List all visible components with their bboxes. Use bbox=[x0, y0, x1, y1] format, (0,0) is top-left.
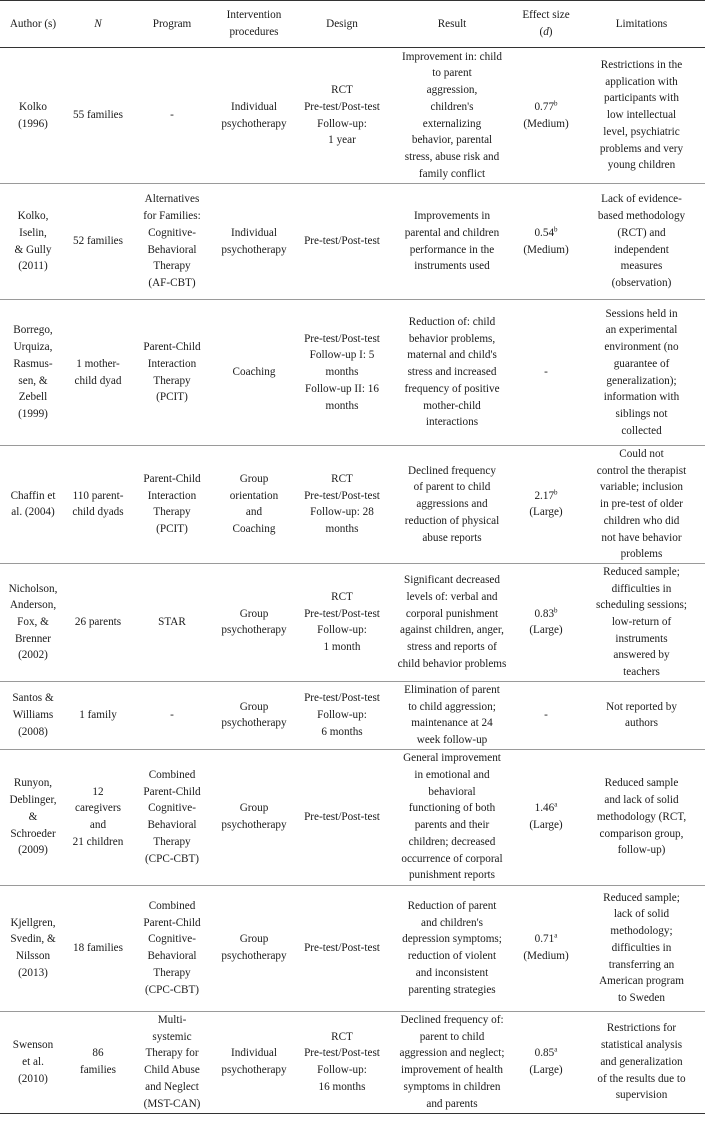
effect-value: 2.17 bbox=[534, 489, 555, 502]
cell-intervention: Group psychotherapy bbox=[221, 607, 287, 637]
cell-limitations: Reduced sample; difficulties in scheduling sessions; low-return of instruments answered by teachers bbox=[595, 565, 688, 679]
cell-result: Declined frequency of: parent to child aggression and neglect; improvement of health symptoms in children and parents bbox=[399, 1014, 505, 1110]
effect-value: 0.54 bbox=[534, 226, 555, 239]
cell-limitations: Sessions held in an experimental environment (no guarantee of generalization); information with siblings not collected bbox=[603, 307, 680, 437]
effect-value: 0.83 bbox=[534, 607, 555, 620]
effect-value: - bbox=[544, 366, 548, 379]
header-intervention: Intervention procedures bbox=[214, 1, 294, 48]
cell-n: 12 caregivers and 21 children bbox=[72, 785, 124, 848]
cell-result: Declined frequency of parent to child aggressions and reduction of physical abuse reports bbox=[404, 464, 500, 544]
cell-n: 1 family bbox=[79, 708, 117, 721]
effect-value: 0.85 bbox=[534, 1047, 555, 1060]
effect-value: 0.71 bbox=[534, 933, 555, 946]
effect-footnote-marker: b bbox=[554, 605, 558, 614]
cell-author: Kjellgren, Svedin, & Nilsson (2013) bbox=[10, 916, 56, 979]
cell-limitations: Restrictions for statistical analysis and generalization of the results due to supervision bbox=[597, 1022, 686, 1102]
cell-design: RCT Pre-test/Post-test Follow-up: 28 months bbox=[304, 473, 380, 536]
cell-design: RCT Pre-test/Post-test Follow-up: 1 year bbox=[304, 84, 380, 147]
cell-result: Reduction of parent and children's depression symptoms; reduction of violent and inconsistent parenting strategies bbox=[402, 900, 502, 996]
cell-effect-size bbox=[514, 300, 578, 446]
cell-program: Multi- systemic Therapy for Child Abuse and Neglect (MST-CAN) bbox=[143, 1014, 201, 1110]
cell-program: - bbox=[170, 109, 174, 122]
cell-effect-size bbox=[514, 184, 578, 300]
cell-program: Combined Parent-Child Cognitive- Behavioral Therapy (CPC-CBT) bbox=[143, 769, 201, 865]
effect-footnote-marker: b bbox=[554, 488, 558, 497]
cell-intervention: Individual psychotherapy bbox=[221, 100, 287, 130]
cell-author: Borrego, Urquiza, Rasmus- sen, & Zebell (1999) bbox=[13, 324, 53, 420]
cell-author: Swenson et al. (2010) bbox=[12, 1039, 54, 1085]
effect-magnitude: (Large) bbox=[529, 624, 563, 637]
effect-value: 0.77 bbox=[534, 100, 555, 113]
cell-design: Pre-test/Post-test bbox=[304, 941, 380, 954]
table-row bbox=[0, 1011, 705, 1113]
cell-design: Pre-test/Post-test bbox=[304, 810, 380, 823]
cell-result: Reduction of: child behavior problems, maternal and child's stress and increased frequency of positive mother-child interactions bbox=[404, 316, 500, 429]
cell-intervention: Group orientation and Coaching bbox=[229, 473, 279, 536]
cell-effect-size bbox=[514, 446, 578, 564]
cell-result: General improvement in emotional and behavioral functioning of both parents and their children; decreased occurrence of corporal punishment reports bbox=[401, 752, 503, 882]
cell-effect-size bbox=[514, 681, 578, 749]
table-row bbox=[0, 446, 705, 564]
cell-author: Chaffin et al. (2004) bbox=[10, 489, 56, 519]
cell-author: Kolko, Iselin, & Gully (2011) bbox=[14, 210, 52, 273]
table-row bbox=[0, 681, 705, 749]
cell-limitations: Could not control the therapist variable; inclusion in pre-test of older children who did not have behavior problems bbox=[596, 448, 687, 561]
cell-program: Combined Parent-Child Cognitive- Behavioral Therapy (CPC-CBT) bbox=[143, 900, 201, 996]
cell-result: Significant decreased levels of: verbal and corporal punishment against children, anger, stress and reports of child behavior problems bbox=[397, 574, 507, 670]
cell-design: RCT Pre-test/Post-test Follow-up: 1 month bbox=[304, 590, 380, 654]
effect-magnitude: (Large) bbox=[529, 819, 563, 832]
effect-footnote-marker: a bbox=[554, 1045, 558, 1054]
table-row bbox=[0, 563, 705, 681]
effect-magnitude: (Medium) bbox=[523, 243, 569, 256]
table-body bbox=[0, 48, 705, 1114]
cell-n: 26 parents bbox=[74, 616, 122, 629]
cell-limitations: Reduced sample; lack of solid methodology; difficulties in transferring an American program to Sweden bbox=[599, 891, 684, 1004]
header-effect-size-label: Effect size bbox=[522, 9, 570, 22]
header-limitations: Limitations bbox=[578, 1, 705, 48]
header-program: Program bbox=[130, 1, 214, 48]
cell-author: Santos & Williams (2008) bbox=[12, 692, 54, 738]
cell-author: Kolko (1996) bbox=[18, 100, 48, 130]
header-author: Author (s) bbox=[0, 1, 66, 48]
cell-design: Pre-test/Post-test Follow-up I: 5 months Follow-up II: 16 months bbox=[304, 332, 380, 412]
table-row bbox=[0, 184, 705, 300]
cell-n: 1 mother- child dyad bbox=[74, 357, 122, 387]
effect-footnote-marker: a bbox=[554, 931, 558, 940]
effect-magnitude: (Medium) bbox=[523, 117, 569, 130]
table-row bbox=[0, 749, 705, 885]
cell-limitations: Restrictions in the application with participants with low intellectual level, psychiatric problems and very young children bbox=[599, 59, 684, 172]
cell-limitations: Lack of evidence- based methodology (RCT) and independent measures (observation) bbox=[597, 193, 686, 289]
table-header-row bbox=[0, 1, 705, 48]
header-n: N bbox=[66, 1, 130, 48]
effect-magnitude: (Large) bbox=[529, 506, 563, 519]
cell-author: Nicholson, Anderson, Fox, & Brenner (2002) bbox=[8, 582, 58, 662]
cell-design: Pre-test/Post-test Follow-up: 6 months bbox=[304, 692, 380, 738]
cell-program: STAR bbox=[158, 616, 186, 629]
cell-intervention: Coaching bbox=[232, 366, 276, 379]
effect-footnote-marker: b bbox=[554, 99, 558, 108]
cell-n: 86 families bbox=[79, 1047, 117, 1077]
cell-design: RCT Pre-test/Post-test Follow-up: 16 months bbox=[304, 1030, 380, 1093]
cell-limitations: Not reported by authors bbox=[606, 700, 677, 730]
effect-value: 1.46 bbox=[534, 802, 555, 815]
cell-n: 18 families bbox=[72, 941, 124, 954]
cell-limitations: Reduced sample and lack of solid methodology (RCT, comparison group, follow-up) bbox=[596, 777, 687, 857]
cell-n: 55 families bbox=[72, 109, 124, 122]
cell-program: Alternatives for Families: Cognitive- Behavioral Therapy (AF-CBT) bbox=[143, 193, 201, 289]
effect-footnote-marker: b bbox=[554, 225, 558, 234]
header-result: Result bbox=[390, 1, 514, 48]
effect-magnitude: (Large) bbox=[529, 1064, 563, 1077]
table-row bbox=[0, 48, 705, 184]
cell-author: Runyon, Deblinger, & Schroeder (2009) bbox=[9, 777, 57, 857]
cell-n: 52 families bbox=[72, 235, 124, 248]
cell-result: Improvements in parental and children performance in the instruments used bbox=[404, 210, 500, 273]
effect-value: - bbox=[544, 708, 548, 721]
cell-intervention: Individual psychotherapy bbox=[221, 226, 287, 256]
table-row bbox=[0, 885, 705, 1011]
effect-footnote-marker: a bbox=[554, 800, 558, 809]
cell-effect-size bbox=[514, 563, 578, 681]
cell-result: Improvement in: child to parent aggression, children's externalizing behavior, parental stress, abuse risk and family conflict bbox=[401, 50, 503, 180]
cell-intervention: Individual psychotherapy bbox=[221, 1047, 287, 1077]
cell-n: 110 parent- child dyads bbox=[72, 489, 124, 519]
cell-program: - bbox=[170, 708, 174, 721]
cell-effect-size bbox=[514, 48, 578, 184]
cell-program: Parent-Child Interaction Therapy (PCIT) bbox=[143, 473, 201, 536]
cell-result: Elimination of parent to child aggression; maintenance at 24 week follow-up bbox=[404, 683, 500, 746]
header-design: Design bbox=[294, 1, 390, 48]
header-effect-size: Effect size (d) bbox=[514, 1, 578, 48]
effect-magnitude: (Medium) bbox=[523, 950, 569, 963]
header-effect-size-symbol: d bbox=[543, 26, 549, 38]
cell-intervention: Group psychotherapy bbox=[221, 933, 287, 963]
cell-intervention: Group psychotherapy bbox=[221, 700, 287, 730]
cell-effect-size bbox=[514, 885, 578, 1011]
table-row bbox=[0, 300, 705, 446]
cell-effect-size bbox=[514, 749, 578, 885]
cell-effect-size bbox=[514, 1011, 578, 1113]
cell-design: Pre-test/Post-test bbox=[304, 235, 380, 248]
cell-intervention: Group psychotherapy bbox=[221, 802, 287, 832]
cell-program: Parent-Child Interaction Therapy (PCIT) bbox=[143, 341, 201, 404]
